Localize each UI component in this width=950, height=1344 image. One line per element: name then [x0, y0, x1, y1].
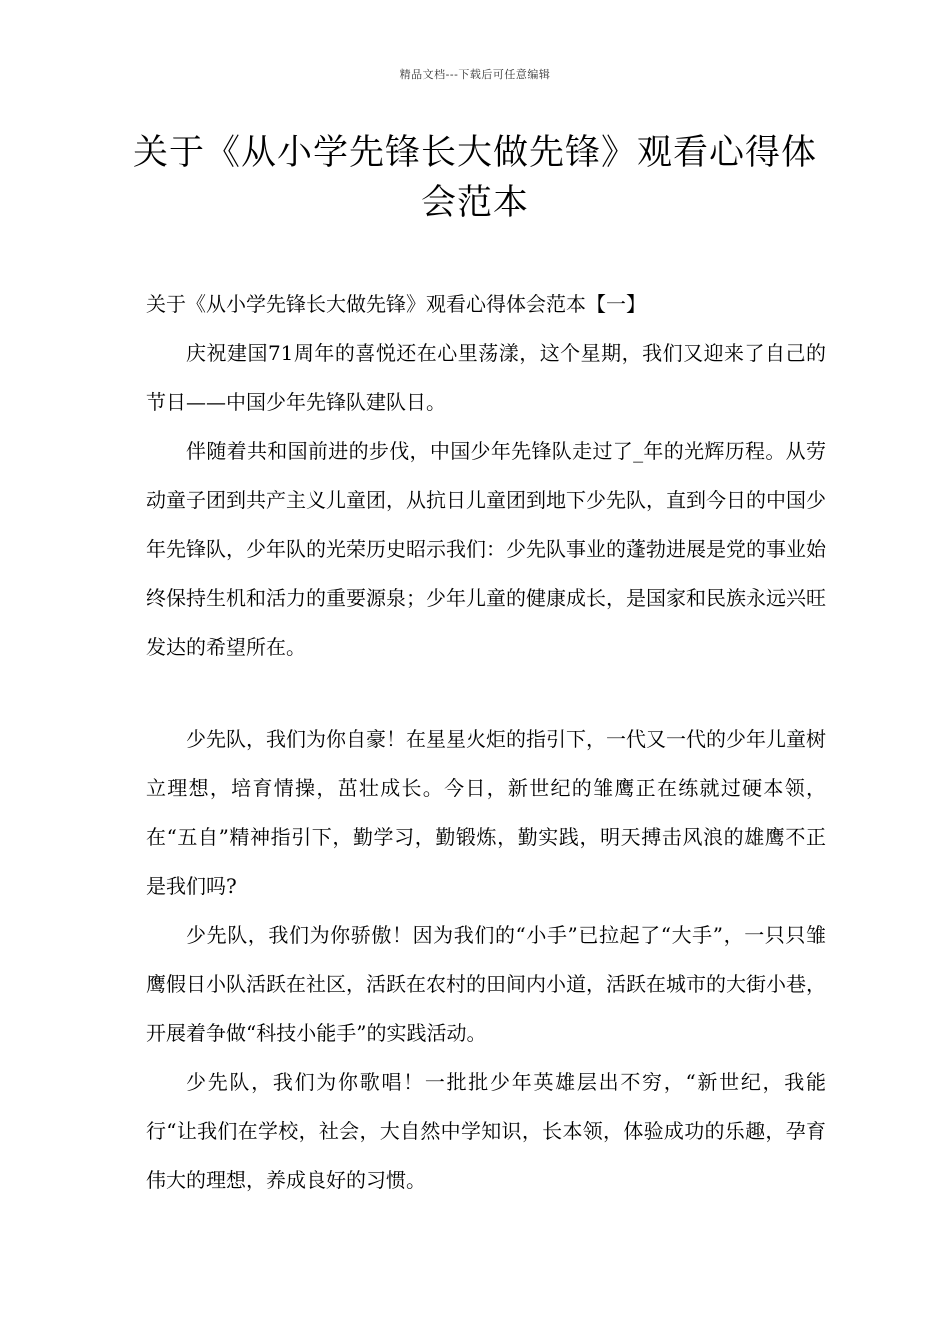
paragraph-1: 庆祝建国71周年的喜悦还在心里荡漾，这个星期，我们又迎来了自己的节日——中国少年先锋队建队日。	[146, 341, 826, 414]
document-title: 关于《从小学先锋长大做先锋》观看心得体会范本	[132, 133, 817, 223]
paragraph-2: 伴随着共和国前进的步伐，中国少年先锋队走过了_年的光辉历程。从劳动童子团到共产主义儿童团，从抗日儿童团到地下少先队，直到今日的中国少年先锋队，少年队的光荣历史昭示我们：少先队事业的蓬勃进展是党的事业始终保持生机和活力的重要源泉；少年儿童的健康成长，是国家和民族永远兴旺发达的希望所在。	[146, 439, 826, 659]
document-body	[146, 280, 826, 1205]
section-subtitle: 关于《从小学先锋长大做先锋》观看心得体会范本【一】	[146, 292, 646, 316]
paragraph-4: 少先队，我们为你骄傲！因为我们的“小手”已拉起了“大手”，一只只雏鹰假日小队活跃在社区，活跃在农村的田间内小道，活跃在城市的大街小巷，开展着争做“科技小能手”的实践活动。	[146, 923, 826, 1045]
header-note: 精品文档---下载后可任意编辑	[399, 68, 551, 81]
paragraph-5: 少先队，我们为你歌唱！一批批少年英雄层出不穷，“新世纪，我能行“让我们在学校，社会，大自然中学知识，长本领，体验成功的乐趣，孕育伟大的理想，养成良好的习惯。	[146, 1070, 826, 1192]
paragraph-gap	[146, 672, 826, 715]
paragraph-3: 少先队，我们为你自豪！在星星火炬的指引下，一代又一代的少年儿童树立理想，培育情操，茁壮成长。今日，新世纪的雏鹰正在练就过硬本领，在“五自”精神指引下，勤学习，勤锻炼，勤实践，明天搏击风浪的雄鹰不正是我们吗?	[146, 727, 826, 898]
